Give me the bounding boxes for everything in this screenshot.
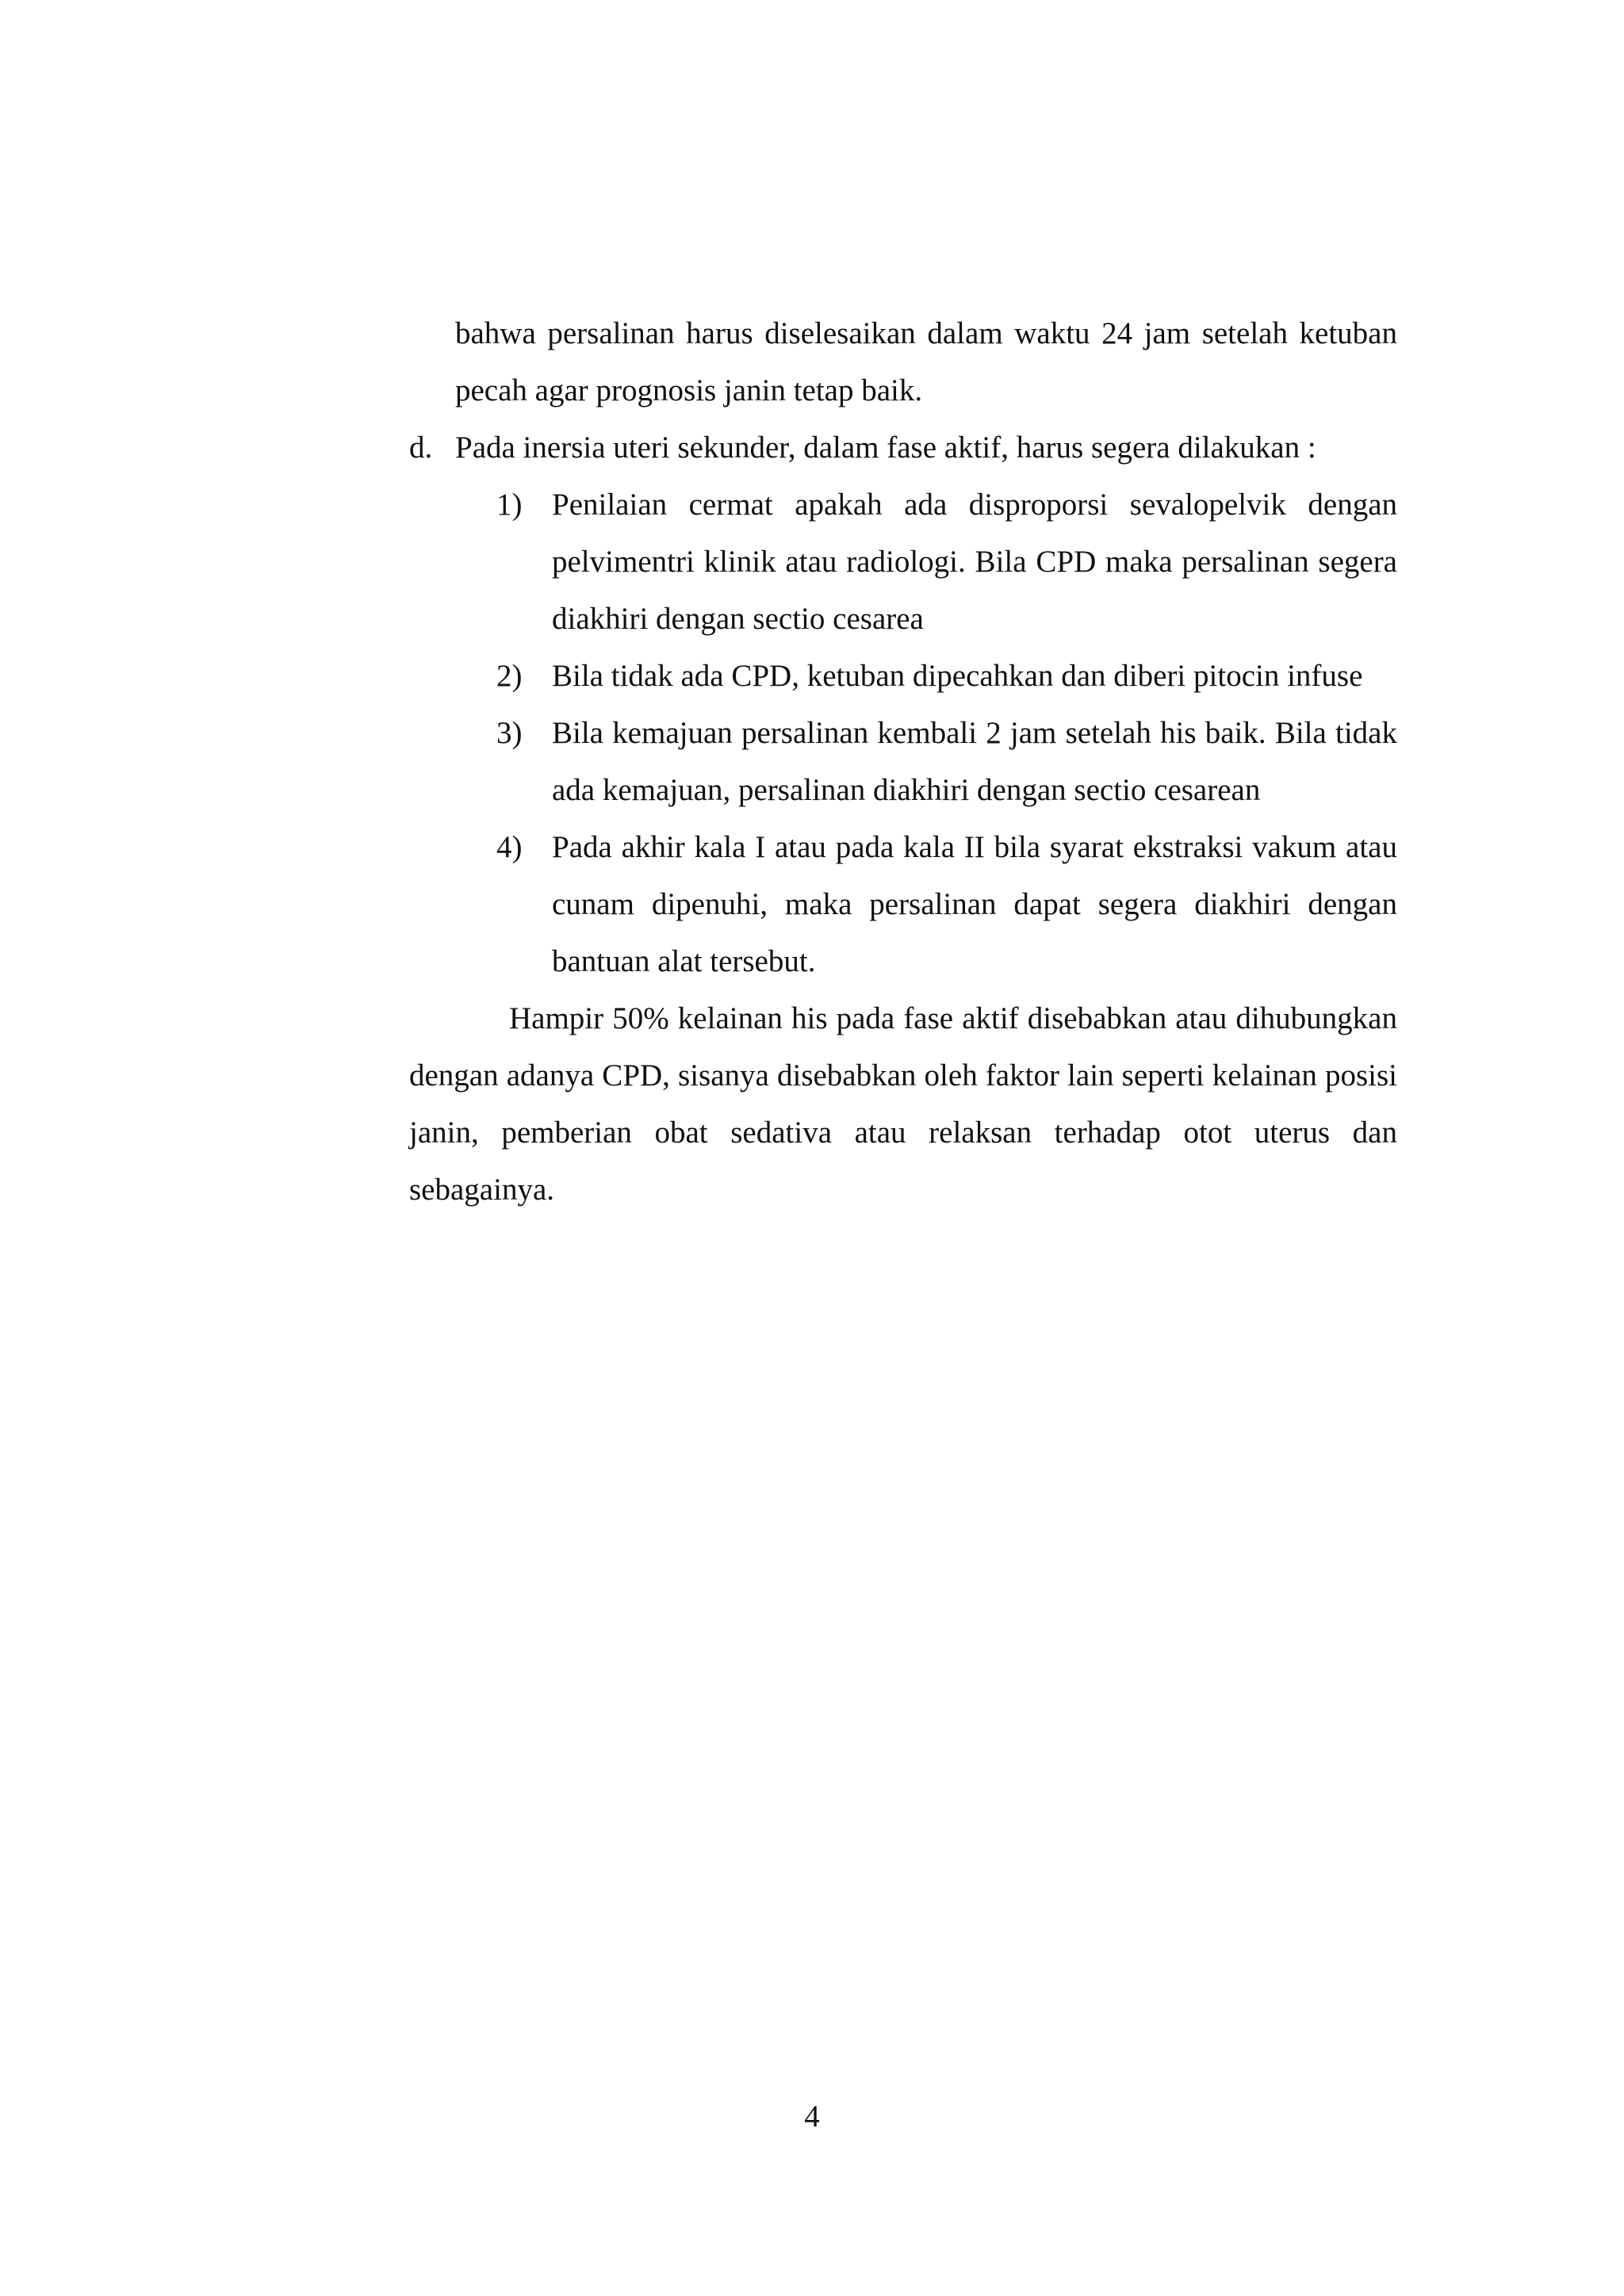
sublist-item-text: Penilaian cermat apakah ada disproporsi sevalopelvik dengan pelvimentri klinik atau radiologi. Bila CPD maka persalinan segera diakhiri dengan sectio cesarea	[552, 488, 1397, 636]
numbered-sublist	[409, 476, 1397, 990]
sublist-item-3	[496, 705, 1397, 819]
sublist-marker: 2)	[496, 659, 523, 693]
list-item-d	[409, 419, 1397, 476]
page-number: 4	[804, 2099, 820, 2133]
sublist-item-2	[496, 648, 1397, 705]
sublist-item-text: Pada akhir kala I atau pada kala II bila syarat ekstraksi vakum atau cunam dipenuhi, maka persalinan dapat segera diakhiri dengan bantuan alat tersebut.	[552, 830, 1397, 978]
sublist-item-text: Bila tidak ada CPD, ketuban dipecahkan dan diberi pitocin infuse	[552, 659, 1363, 693]
sublist-item-1	[496, 476, 1397, 648]
sublist-item-text: Bila kemajuan persalinan kembali 2 jam setelah his baik. Bila tidak ada kemajuan, persalinan diakhiri dengan sectio cesarean	[552, 716, 1397, 807]
page-content	[409, 305, 1397, 1219]
sublist-marker: 1)	[496, 488, 523, 522]
continued-paragraph: bahwa persalinan harus diselesaikan dalam waktu 24 jam setelah ketuban pecah agar prognosis janin tetap baik.	[455, 316, 1397, 408]
sublist-marker: 4)	[496, 830, 523, 864]
sublist-marker: 3)	[496, 716, 523, 750]
sublist-item-4	[496, 819, 1397, 990]
list-item-d-text: Pada inersia uteri sekunder, dalam fase aktif, harus segera dilakukan :	[455, 430, 1316, 465]
list-marker-d: d.	[409, 430, 433, 465]
closing-paragraph: Hampir 50% kelainan his pada fase aktif disebabkan atau dihubungkan dengan adanya CPD, sisanya disebabkan oleh faktor lain seperti kelainan posisi janin, pemberian obat sedativa atau relaksan terhadap otot uterus dan sebagainya.	[409, 1001, 1397, 1207]
